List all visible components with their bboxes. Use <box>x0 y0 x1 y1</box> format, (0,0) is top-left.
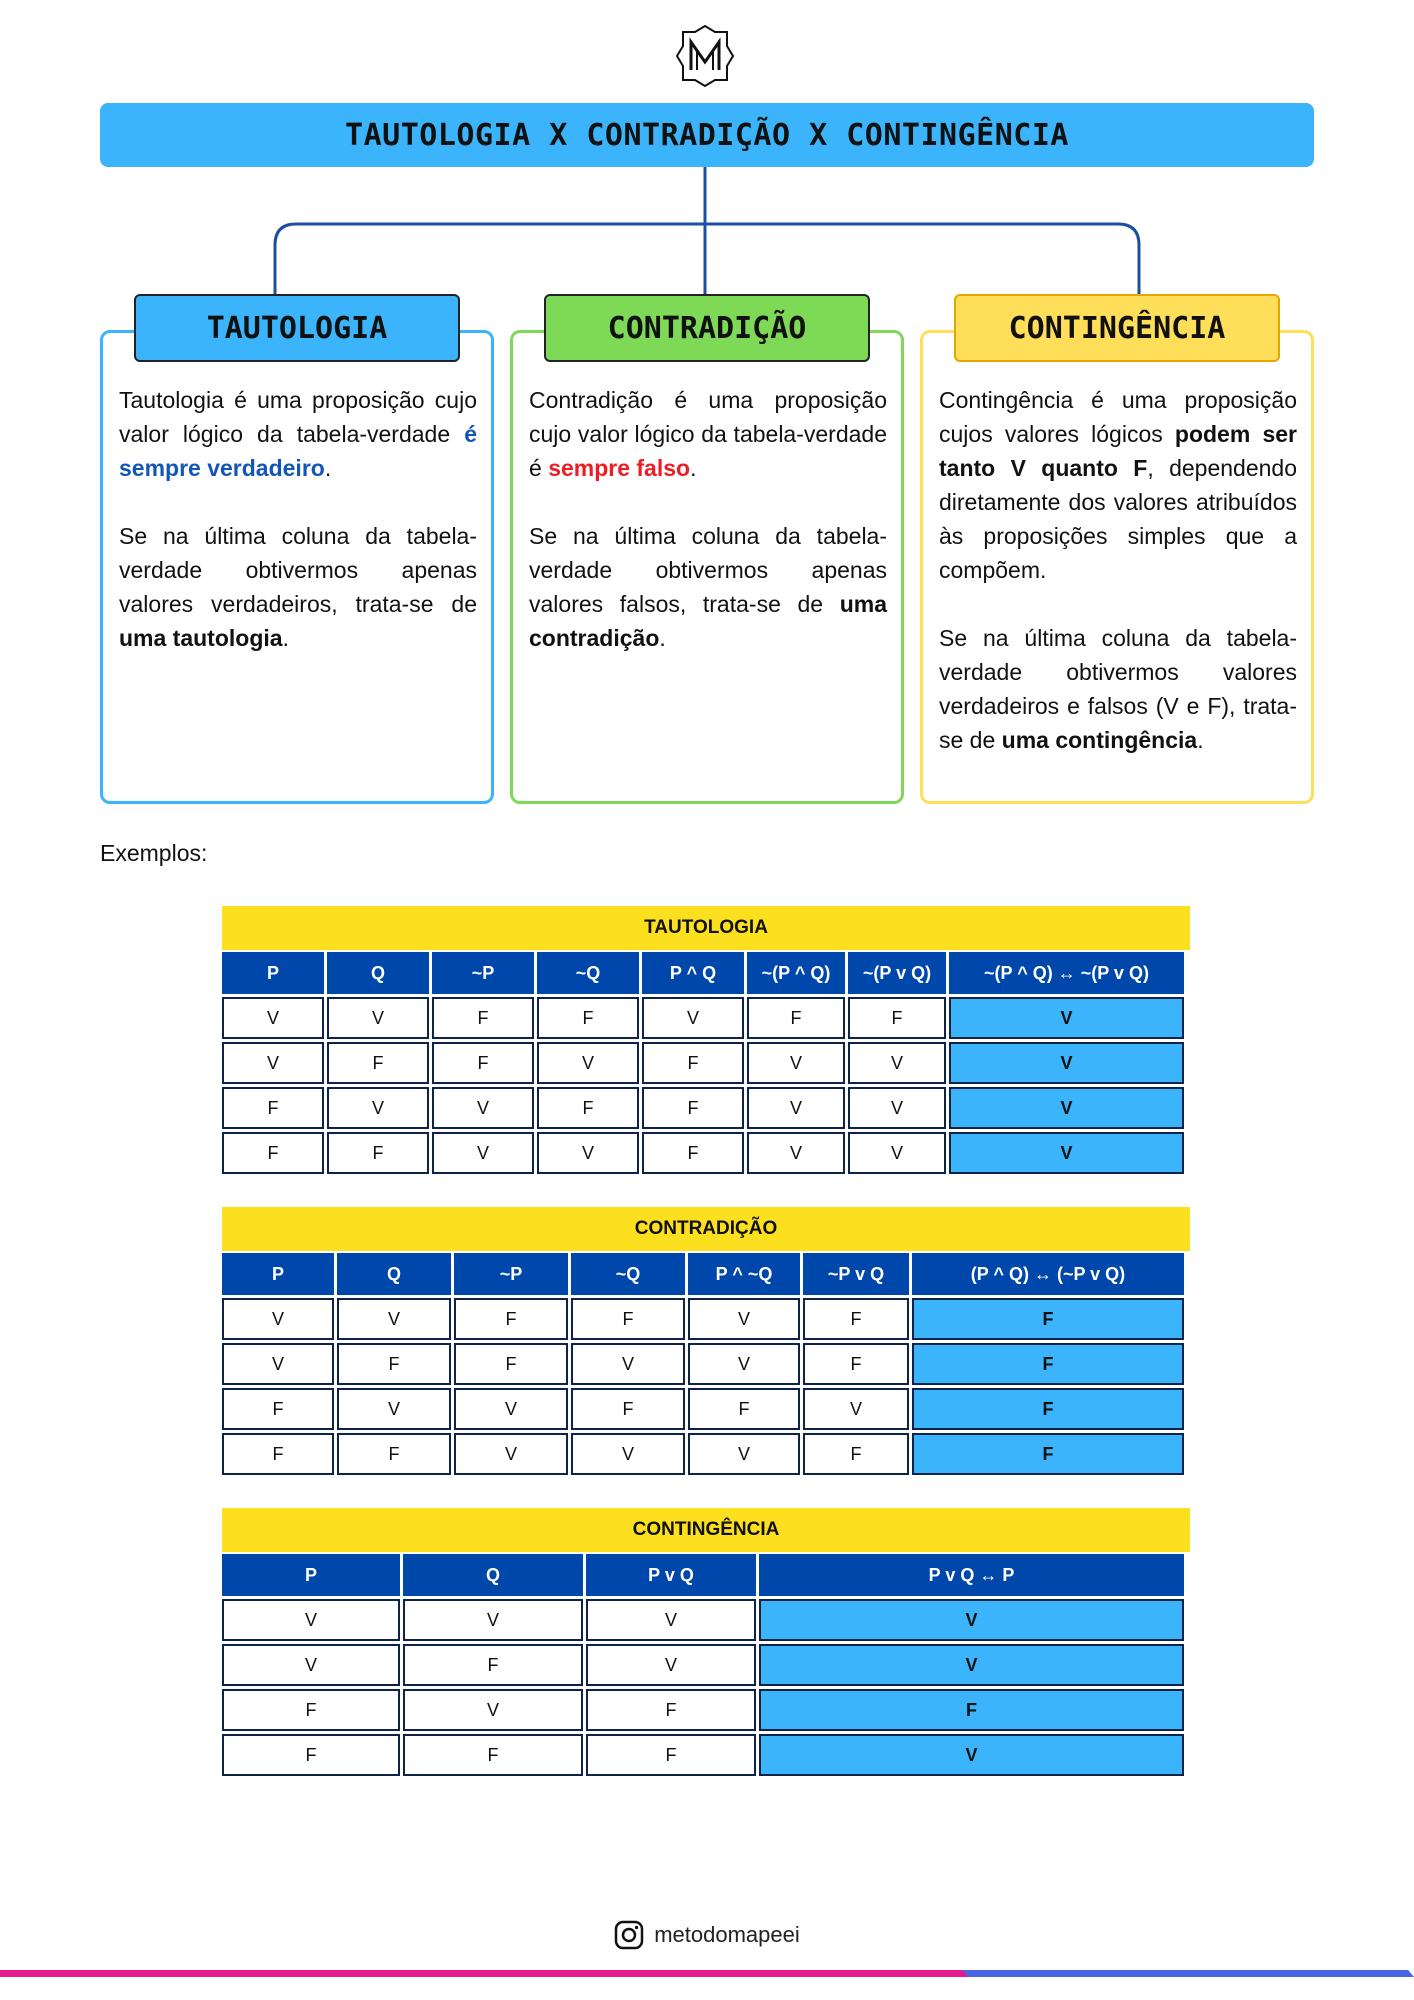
table-row: F V F F <box>222 1689 1184 1731</box>
table-row: V F F V V F F <box>222 1343 1184 1385</box>
column-header: ~(P ^ Q) <box>747 952 845 994</box>
table-title: CONTRADIÇÃO <box>222 1207 1190 1251</box>
page-title: TAUTOLOGIA X CONTRADIÇÃO X CONTINGÊNCIA <box>345 117 1069 153</box>
table <box>219 949 1187 1177</box>
column-header: ~Q <box>537 952 639 994</box>
truth-table-tautologia <box>222 906 1190 1177</box>
contingencia-card <box>920 330 1314 804</box>
table-row: V V F F V F F V <box>222 997 1184 1039</box>
table-row: F V V F F V F <box>222 1388 1184 1430</box>
column-header: P <box>222 952 324 994</box>
tree-connector <box>0 0 1414 320</box>
table-row: V V F F V F F <box>222 1298 1184 1340</box>
contradicao-title: CONTRADIÇÃO <box>607 310 807 346</box>
table-title: CONTINGÊNCIA <box>222 1508 1190 1552</box>
truth-table-contingencia <box>222 1508 1190 1779</box>
tautologia-description: Tautologia é uma proposição cujo valor lógico da tabela-verdade é sempre verdadeiro. Se na última coluna da tabela-verdade obtivermos apenas valores verdadeiros, trata-se de uma tautologia. <box>119 387 477 651</box>
table-title: TAUTOLOGIA <box>222 906 1190 950</box>
column-header: ~(P ^ Q) ↔ ~(P v Q) <box>949 952 1184 994</box>
contingencia-tab <box>954 294 1280 362</box>
table-row: F F V V V F F <box>222 1433 1184 1475</box>
instagram-handle[interactable]: metodomapeei <box>654 1922 800 1947</box>
table-row: V F F V F V V V <box>222 1042 1184 1084</box>
tautologia-title: TAUTOLOGIA <box>206 310 388 346</box>
tautologia-tab <box>134 294 460 362</box>
column-header: P <box>222 1253 334 1295</box>
column-header: ~(P v Q) <box>848 952 946 994</box>
column-header: P ^ Q <box>642 952 744 994</box>
table-row: F F V V F V V V <box>222 1132 1184 1174</box>
footer <box>0 1920 1414 1950</box>
tautologia-card <box>100 330 494 804</box>
examples-label: Exemplos: <box>100 840 208 866</box>
column-header: P v Q ↔ P <box>759 1554 1184 1596</box>
contradicao-tab <box>544 294 870 362</box>
column-header: P ^ ~Q <box>688 1253 800 1295</box>
column-header: Q <box>337 1253 451 1295</box>
column-header: P v Q <box>586 1554 756 1596</box>
table-row: F V V F F V V V <box>222 1087 1184 1129</box>
column-header: ~P <box>432 952 534 994</box>
contradicao-card <box>510 330 904 804</box>
instagram-icon <box>614 1920 644 1950</box>
footer-bar-blue <box>962 1970 1414 1977</box>
table-row: V V V V <box>222 1599 1184 1641</box>
table <box>219 1551 1187 1779</box>
column-header: Q <box>403 1554 583 1596</box>
column-header: P <box>222 1554 400 1596</box>
contradicao-description: Contradição é uma proposição cujo valor lógico da tabela-verdade é sempre falso. Se na última coluna da tabela-verdade obtivermos apenas valores falsos, trata-se de uma contradição. <box>529 387 887 651</box>
table <box>219 1250 1187 1478</box>
truth-table-contradicao <box>222 1207 1190 1478</box>
contingencia-title: CONTINGÊNCIA <box>1008 310 1226 346</box>
table-row: F F F V <box>222 1734 1184 1776</box>
column-header: (P ^ Q) ↔ (~P v Q) <box>912 1253 1184 1295</box>
contingencia-description: Contingência é uma proposição cujos valores lógicos podem ser tanto V quanto F, dependendo diretamente dos valores atribuídos às proposições simples que a compõem. Se na última coluna da tabela-verdade obtivermos valores verdadeiros e falsos (V e F), trata-se de uma contingência. <box>939 387 1297 753</box>
column-header: Q <box>327 952 429 994</box>
footer-bar-pink <box>0 1970 975 1977</box>
table-row: V F V V <box>222 1644 1184 1686</box>
column-header: ~Q <box>571 1253 685 1295</box>
column-header: ~P <box>454 1253 568 1295</box>
column-header: ~P v Q <box>803 1253 909 1295</box>
